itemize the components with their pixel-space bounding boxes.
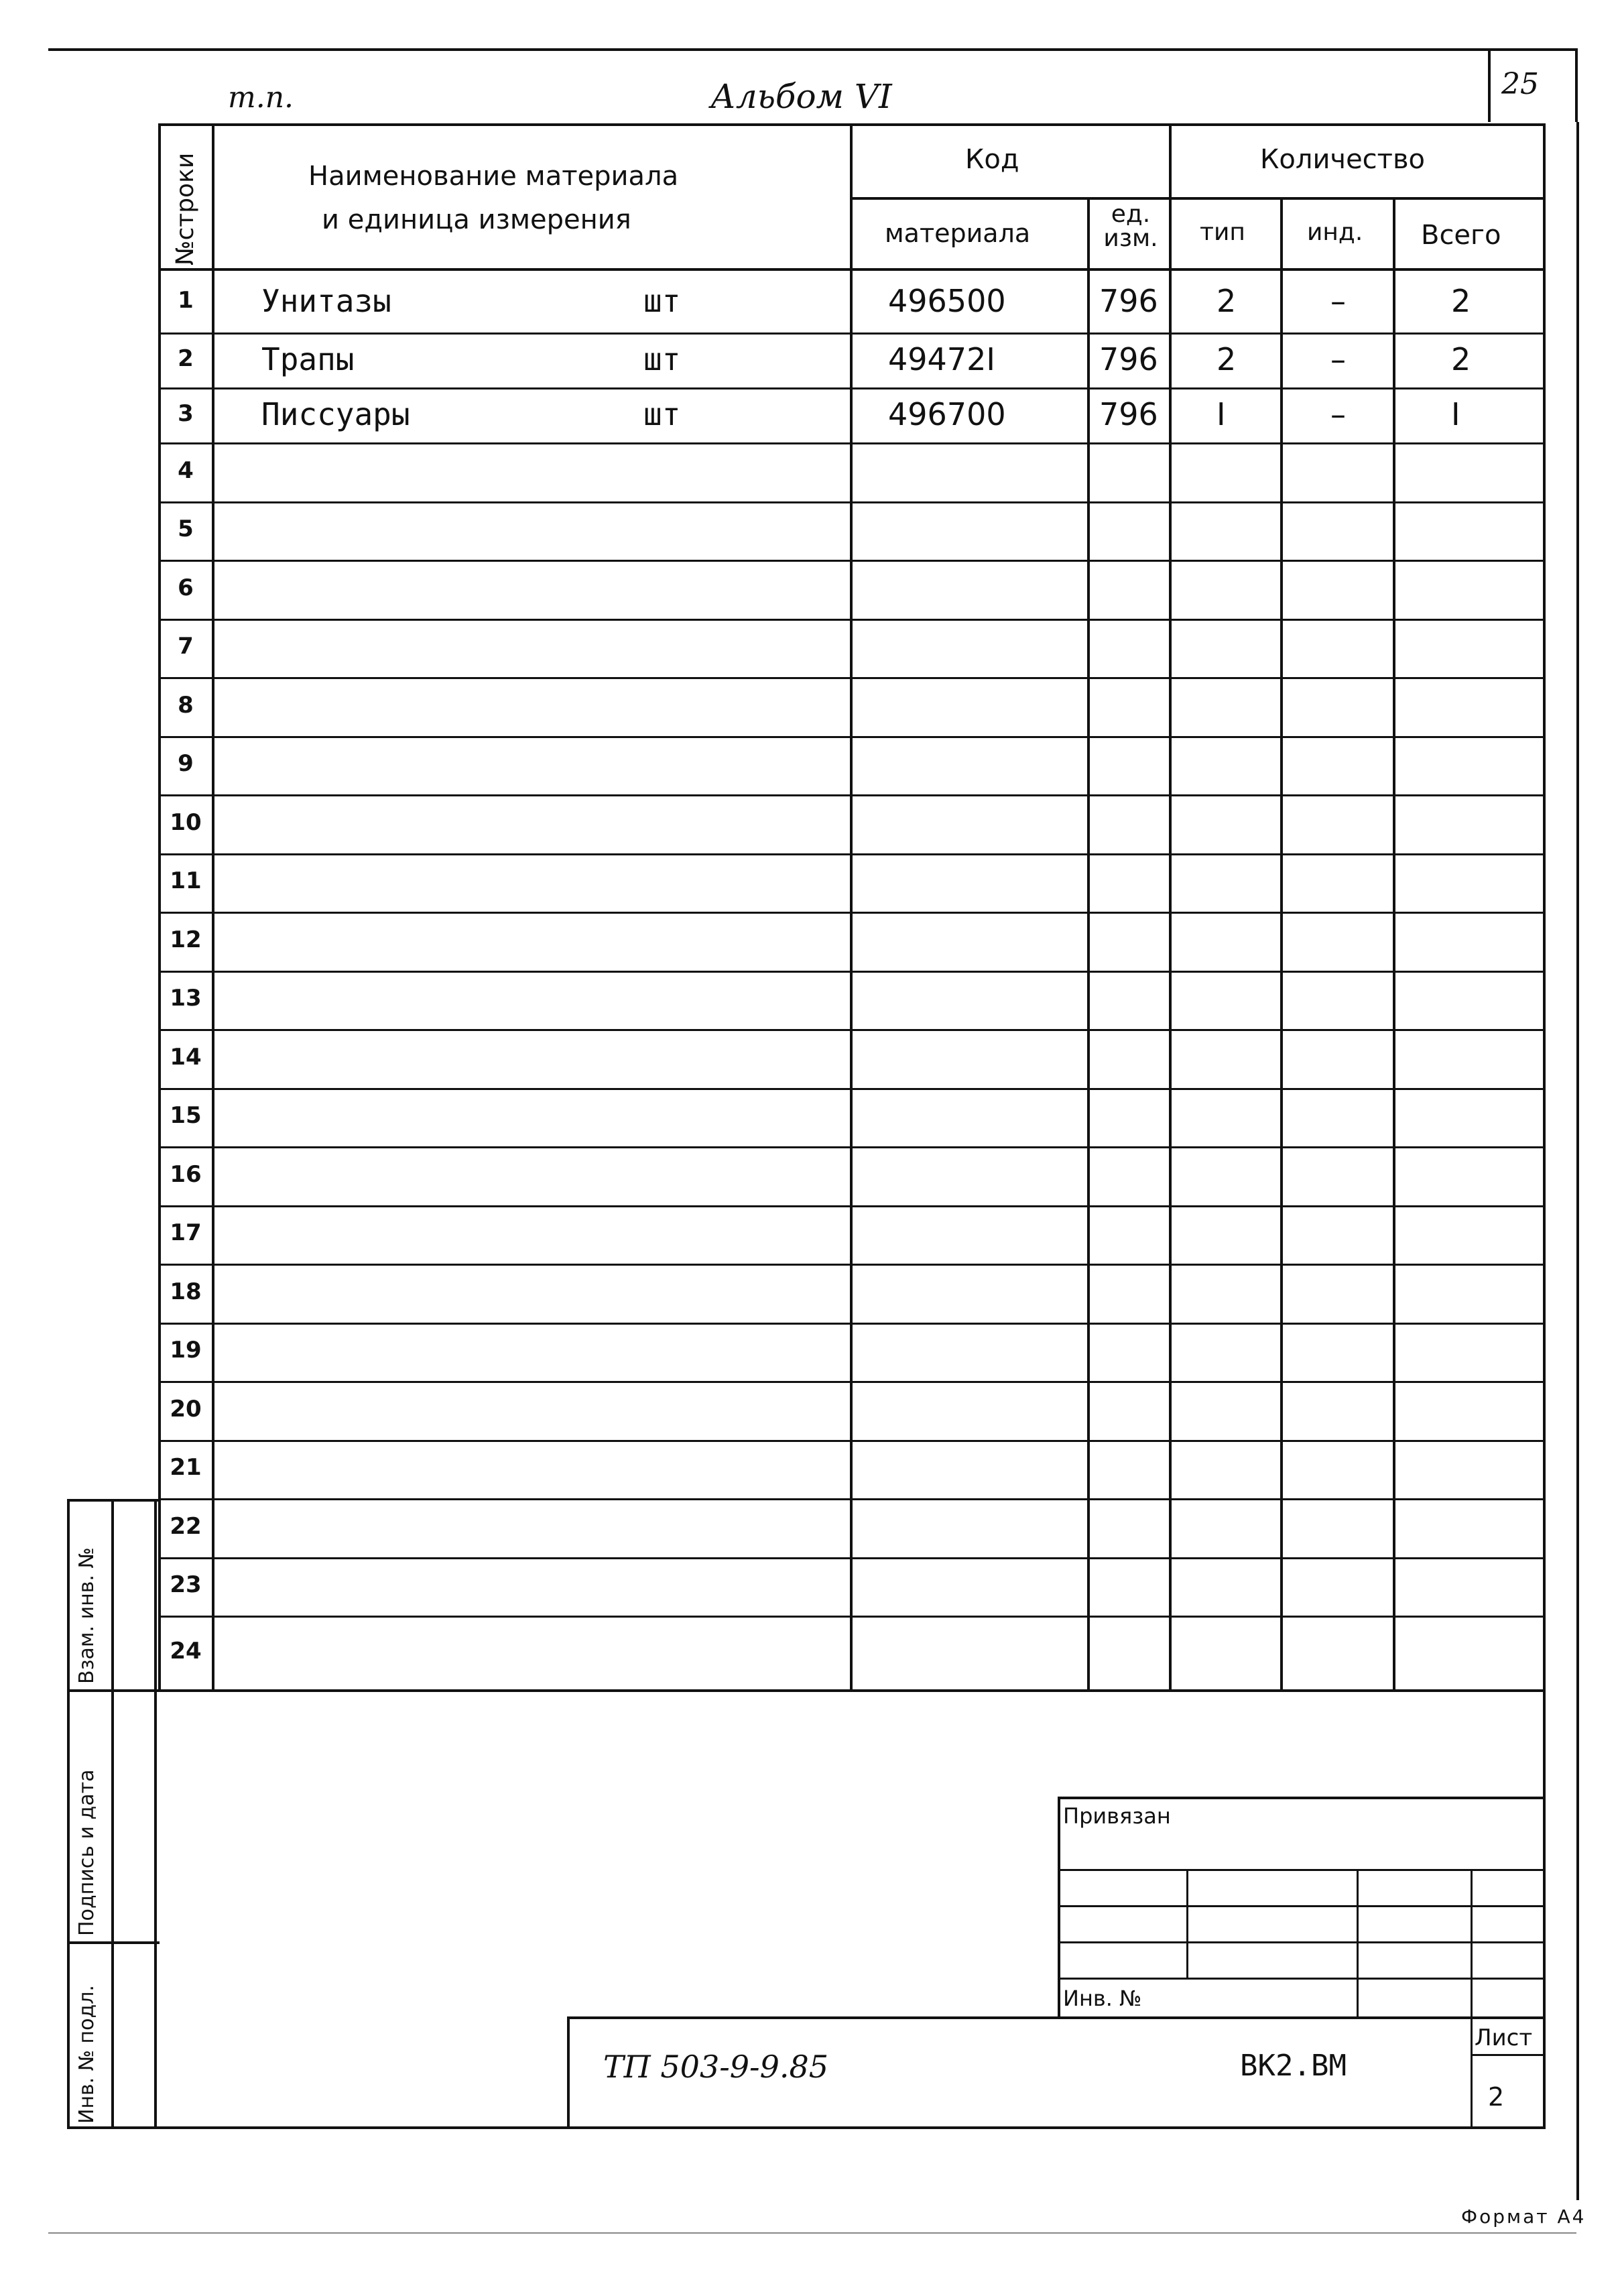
stamp-top — [1058, 1797, 1546, 1799]
row-line — [158, 912, 1546, 914]
bottom-rule — [48, 2232, 1576, 2234]
cell-name: Писсуары — [261, 396, 410, 432]
row-number: 2 — [178, 345, 194, 372]
row-line — [158, 1029, 1546, 1031]
col-header-code-unit: ед. изм. — [1103, 200, 1158, 252]
col-header-qty-ind: инд. — [1307, 219, 1363, 246]
format-label: Формат А4 — [1461, 2206, 1586, 2228]
cell-ind: – — [1330, 283, 1346, 319]
row-line — [158, 442, 1546, 444]
col-header-code: Код — [965, 144, 1019, 175]
cell-ind: – — [1330, 341, 1346, 377]
col-line-total — [1393, 198, 1395, 1691]
row-line — [158, 1616, 1546, 1618]
side-strip-div2 — [67, 1941, 160, 1944]
title-left — [567, 2016, 570, 2129]
row-line — [158, 1381, 1546, 1383]
cell-unit-code: 796 — [1099, 283, 1158, 319]
col-line-code — [850, 123, 853, 1691]
col-line-ind — [1280, 198, 1283, 1691]
row-number: 12 — [170, 926, 202, 953]
row-number: 19 — [170, 1337, 202, 1364]
cell-type: 2 — [1216, 283, 1237, 319]
row-number: 23 — [170, 1571, 202, 1598]
header-tp: т.п. — [228, 80, 294, 115]
row-number: 1 — [178, 287, 194, 314]
cell-unit: шт — [643, 341, 681, 377]
row-number: 8 — [178, 692, 194, 719]
cell-name: Трапы — [261, 341, 355, 377]
cell-code: 49472I — [888, 341, 995, 377]
sheet-divider — [1471, 2054, 1546, 2056]
row-line — [158, 736, 1546, 738]
row-number: 21 — [170, 1454, 202, 1481]
row-number: 9 — [178, 750, 194, 777]
side-strip-bottom — [67, 2126, 161, 2129]
row-line — [158, 619, 1546, 621]
title-top — [567, 2016, 1546, 2019]
lower-bottom — [154, 2126, 1546, 2129]
sheet-value: 2 — [1488, 2082, 1505, 2112]
row-line — [158, 677, 1546, 679]
side-label-inv-podl: Инв. № подл. — [75, 1985, 99, 2124]
page-number-box-left — [1488, 48, 1491, 122]
col-header-name-line2: и единица измерения — [322, 204, 631, 235]
title-doc-number: ТП 503-9-9.85 — [603, 2049, 828, 2085]
cell-code: 496700 — [888, 396, 1006, 432]
row-number: 15 — [170, 1102, 202, 1129]
row-number: 13 — [170, 985, 202, 1012]
sheet-label: Лист — [1475, 2025, 1533, 2051]
col-line-rowno — [212, 123, 214, 1691]
cell-type: 2 — [1216, 341, 1237, 377]
row-number: 24 — [170, 1638, 202, 1665]
cell-ind: – — [1330, 396, 1346, 432]
side-strip-left — [67, 1499, 70, 2129]
row-number: 16 — [170, 1161, 202, 1188]
row-line — [158, 387, 1546, 389]
col-header-qty-type: тип — [1200, 219, 1245, 246]
side-strip-mid — [111, 1499, 114, 2129]
cell-total: I — [1451, 396, 1460, 432]
col-header-qty-total: Всего — [1421, 220, 1501, 251]
col-line-qty — [1169, 123, 1172, 1691]
row-number: 4 — [178, 457, 194, 484]
cell-unit: шт — [643, 396, 681, 432]
side-strip-div1 — [67, 1689, 160, 1692]
cell-total: 2 — [1451, 341, 1471, 377]
cell-total: 2 — [1451, 283, 1471, 319]
title-doc-code: ВК2.ВМ — [1240, 2049, 1347, 2083]
stamp-vline3 — [1471, 1869, 1473, 2126]
stamp-privyazan: Привязан — [1063, 1803, 1171, 1829]
col-header-row-no: №строки — [172, 152, 199, 265]
cell-unit-code: 796 — [1099, 396, 1158, 432]
stamp-left — [1058, 1797, 1060, 2018]
row-number: 5 — [178, 516, 194, 542]
cell-type: I — [1216, 396, 1226, 432]
row-number: 10 — [170, 809, 202, 836]
row-line — [158, 560, 1546, 562]
header-subdivider — [850, 197, 1546, 200]
row-number: 3 — [178, 400, 194, 427]
outer-right — [1576, 122, 1579, 2200]
page-number-box-right — [1575, 48, 1578, 122]
col-header-code-material: материала — [885, 219, 1031, 248]
row-line — [158, 1264, 1546, 1266]
row-line — [158, 333, 1546, 335]
cell-code: 496500 — [888, 283, 1006, 319]
row-number: 14 — [170, 1044, 202, 1071]
row-number: 22 — [170, 1513, 202, 1540]
row-number: 6 — [178, 575, 194, 601]
row-number: 7 — [178, 633, 194, 660]
col-header-quantity: Количество — [1260, 144, 1426, 175]
row-line — [158, 1146, 1546, 1148]
row-line — [158, 1557, 1546, 1559]
table-right — [1543, 123, 1546, 2128]
row-line — [158, 1088, 1546, 1090]
row-number: 20 — [170, 1396, 202, 1423]
row-number: 18 — [170, 1278, 202, 1305]
cell-unit: шт — [643, 283, 681, 319]
row-number: 11 — [170, 867, 202, 894]
table-bottom — [67, 1689, 1546, 1692]
side-label-vzam: Взам. инв. № — [75, 1547, 99, 1684]
row-number: 17 — [170, 1219, 202, 1246]
side-strip-inner — [154, 1499, 157, 2129]
col-line-unitcode — [1087, 198, 1090, 1691]
row-line — [158, 794, 1546, 796]
row-line — [158, 1498, 1546, 1500]
row-line — [158, 853, 1546, 855]
col-header-name-line1: Наименование материала — [308, 161, 679, 192]
cell-unit-code: 796 — [1099, 341, 1158, 377]
stamp-vline2 — [1357, 1869, 1359, 2016]
row-line — [158, 501, 1546, 503]
row-line — [158, 971, 1546, 973]
row-line — [158, 1323, 1546, 1325]
header-album: Альбом VI — [710, 77, 892, 116]
page-number: 25 — [1501, 67, 1539, 101]
row-line — [158, 1205, 1546, 1207]
stamp-inv-no: Инв. № — [1063, 1986, 1142, 2011]
row-line — [158, 1440, 1546, 1442]
cell-name: Унитазы — [261, 283, 391, 319]
top-rule — [48, 48, 1576, 51]
stamp-vline1 — [1186, 1869, 1188, 1979]
side-label-podpis: Подпись и дата — [75, 1769, 99, 1936]
